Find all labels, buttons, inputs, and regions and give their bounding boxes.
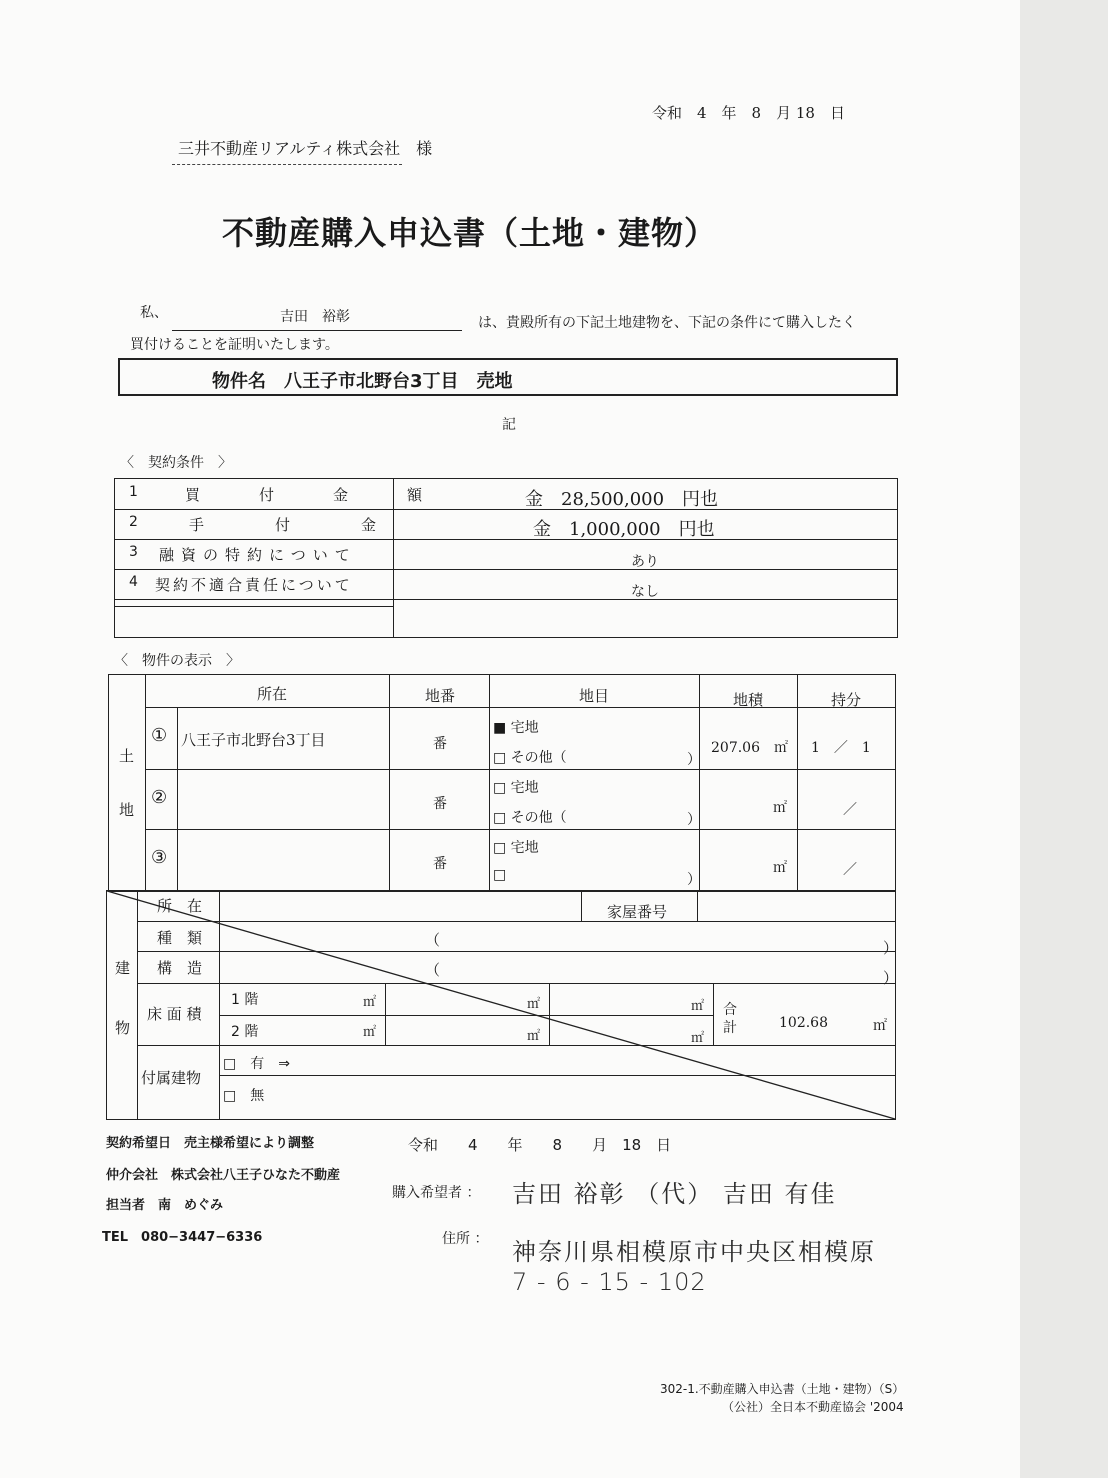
building-label: 物: [115, 1019, 131, 1037]
intro-prefix: 私、: [140, 305, 168, 321]
address-label: 住所 ：: [442, 1231, 489, 1247]
purchase-price: 金 28,500,000 円也: [525, 489, 719, 510]
col-location: 所在: [257, 685, 288, 703]
sqm-unit: ㎡: [691, 999, 705, 1014]
intro-text-2: 買付けることを証明いたします。: [130, 337, 339, 353]
lot-share: ／: [843, 862, 857, 878]
lot-mark: ①: [151, 725, 168, 746]
page-title: 不動産購入申込書（土地・建物）: [222, 214, 718, 252]
signature-date: 令和 4 年 8 月 18 日: [408, 1136, 672, 1154]
building-kind: 種 類: [157, 929, 203, 947]
paren-close: ）: [687, 752, 701, 768]
land-table: [108, 674, 896, 892]
lot-category-checked: ■ 宅地: [493, 720, 539, 736]
building-structure: 構 造: [157, 959, 203, 977]
name-underline: [172, 330, 462, 331]
addressee: 三井不動産リアルティ株式会社 様: [178, 139, 433, 158]
lot-location: 八王子市北野台3丁目: [181, 731, 326, 749]
contract-row-label: 契約不適合責任について: [155, 576, 353, 594]
lot-mark: ②: [151, 787, 168, 808]
buyer-label: 購入希望者 ：: [392, 1185, 481, 1201]
annex-label: 付属建物: [141, 1069, 202, 1087]
contract-table: [114, 478, 898, 638]
addressee-underline: [172, 164, 402, 165]
sqm-unit: ㎡: [363, 995, 377, 1010]
lot-area: 207.06 ㎡: [711, 740, 788, 756]
buyer-signature: 吉田 裕彰 （代） 吉田 有佳: [512, 1180, 837, 1208]
building-label: 建: [115, 959, 131, 977]
address-line2: 7 - 6 - 15 - 102: [512, 1268, 707, 1296]
floor-area-label: 床 面 積: [147, 1005, 202, 1023]
paren-open: （: [425, 931, 441, 949]
floor2-label: 2 階: [231, 1024, 259, 1040]
paren-open: （: [425, 961, 441, 979]
lot-share: 1 ／ 1: [811, 740, 871, 756]
paren-close: ）: [687, 812, 701, 828]
contract-row-label: 買 付 金 額: [185, 486, 445, 504]
total-label: 合 計: [723, 1002, 737, 1036]
desired-contract-date: 契約希望日 売主様希望により調整: [106, 1136, 315, 1151]
lot-category-checkbox: □ 宅地: [493, 780, 539, 796]
lot-category-checkbox: □ 宅地: [493, 840, 539, 856]
contract-heading: 〈 契約条件 〉: [120, 455, 232, 471]
lot-area: ㎡: [773, 800, 787, 816]
sqm-unit: ㎡: [527, 1029, 541, 1044]
paren-close: ）: [883, 969, 899, 987]
annex-yes-checkbox: □ 有 ⇒: [223, 1056, 290, 1072]
floor1-label: 1 階: [231, 992, 259, 1008]
lot-category-other: □: [493, 867, 507, 883]
staff: 担当者 南 めぐみ: [106, 1198, 224, 1213]
applicant-name: 吉田 裕彰: [280, 309, 350, 325]
total-floor-area: 102.68: [779, 1015, 828, 1031]
liability-clause: なし: [631, 584, 659, 600]
col-category: 地目: [579, 687, 610, 705]
paren-close: ）: [687, 872, 701, 888]
deposit: 金 1,000,000 円也: [533, 519, 715, 540]
land-label: 地: [119, 801, 135, 819]
lot-ban: 番: [433, 856, 447, 872]
copyright: （公社）全日本不動産協会 '2004: [722, 1400, 904, 1414]
land-label: 土: [119, 747, 135, 765]
contract-row-no: 4: [129, 574, 138, 590]
annex-no-checkbox: □ 無: [223, 1088, 265, 1104]
sqm-unit: ㎡: [873, 1018, 887, 1034]
contract-row-label: 手 付 金: [189, 516, 405, 534]
paren-close: ）: [883, 939, 899, 957]
property-heading: 〈 物件の表示 〉: [114, 653, 240, 669]
sqm-unit: ㎡: [363, 1025, 377, 1040]
lot-mark: ③: [151, 847, 168, 868]
col-area: 地積: [733, 691, 764, 709]
building-table: [106, 890, 899, 1120]
col-lot-no: 地番: [425, 687, 456, 705]
house-number: 家屋番号: [607, 903, 668, 921]
address-line1: 神奈川県相模原市中央区相模原: [512, 1238, 876, 1266]
lot-ban: 番: [433, 736, 447, 752]
contract-row-no: 3: [129, 544, 138, 560]
form-date: 令和 4 年 8 月 18 日: [652, 104, 845, 122]
telephone: TEL 080−3447−6336: [102, 1230, 263, 1245]
contract-row-no: 2: [129, 514, 138, 530]
sqm-unit: ㎡: [527, 997, 541, 1012]
sqm-unit: ㎡: [691, 1031, 705, 1046]
property-name-box: [118, 358, 898, 396]
ki-mark: 記: [502, 417, 516, 433]
lot-category-other: □ その他（: [493, 810, 567, 826]
broker: 仲介会社 株式会社八王子ひなた不動産: [106, 1168, 341, 1183]
contract-row-label: 融資の特約について: [159, 546, 357, 564]
lot-ban: 番: [433, 796, 447, 812]
building-location: 所 在: [157, 897, 203, 915]
contract-row-no: 1: [129, 484, 138, 500]
lot-area: ㎡: [773, 860, 787, 876]
form-code: 302-1.不動産購入申込書（土地・建物）（S）: [660, 1382, 905, 1396]
col-share: 持分: [831, 691, 862, 709]
lot-share: ／: [843, 802, 857, 818]
financing-clause: あり: [631, 554, 659, 570]
property-name: 物件名 八王子市北野台3丁目 売地: [212, 371, 513, 392]
intro-text: は、貴殿所有の下記土地建物を、下記の条件にて購入したく: [478, 315, 856, 331]
lot-category-other: □ その他（: [493, 750, 567, 766]
